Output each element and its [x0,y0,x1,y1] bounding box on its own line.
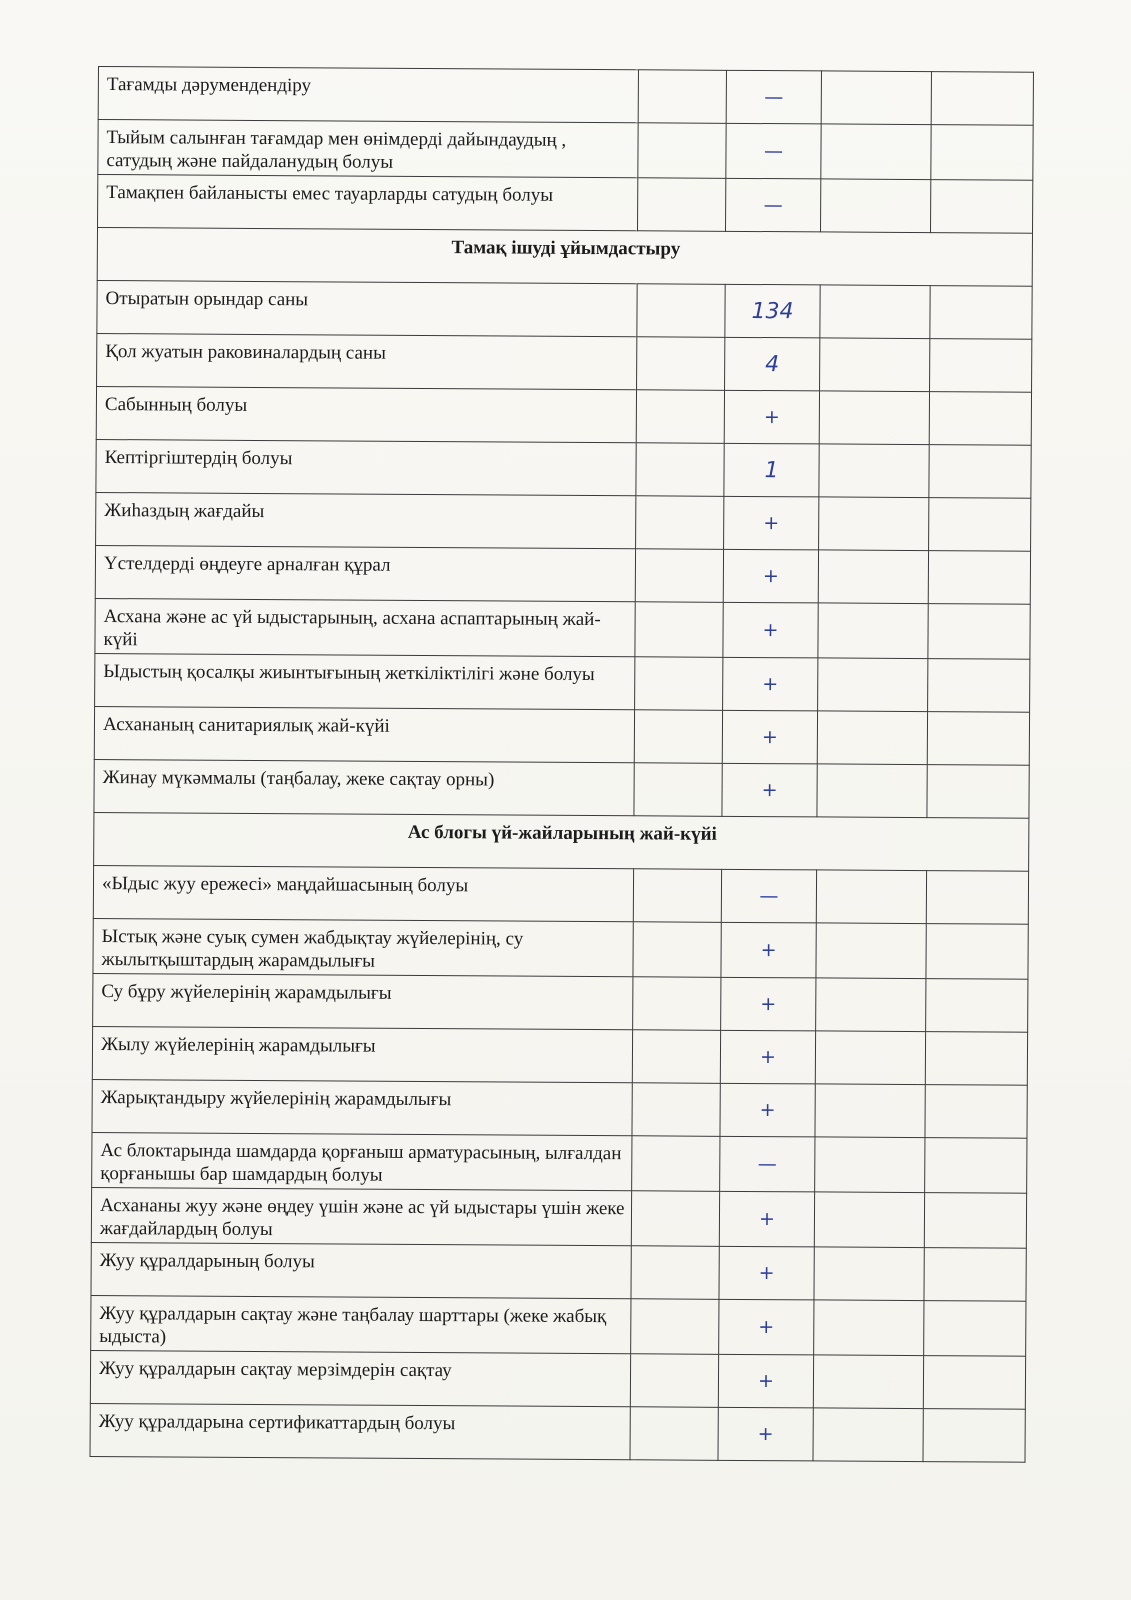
empty-cell [927,712,1029,766]
empty-cell [820,179,930,233]
empty-cell [632,1136,720,1192]
empty-cell [931,125,1033,181]
empty-cell [923,1356,1025,1410]
empty-cell [630,1407,718,1461]
handwritten-mark: + [724,390,819,444]
empty-cell [819,444,929,498]
empty-cell [634,763,722,817]
empty-cell [634,710,722,764]
empty-cell [817,764,927,818]
table-row [92,1132,1027,1193]
checklist-body [90,67,1033,1463]
table-row [93,973,1028,1032]
empty-cell [927,765,1029,819]
empty-cell [821,71,931,125]
criterion-label: Сабынның болуы [96,386,636,442]
empty-cell [638,178,726,232]
empty-cell [929,445,1031,499]
empty-cell [636,496,724,550]
criterion-label: Ас блоктарында шамдарда қорғаныш арматурасының, ылғалдан қорғанышы бар шамдардың болуы [92,1132,632,1190]
empty-cell [928,659,1030,713]
table-row [93,918,1028,979]
table-row [98,175,1033,234]
empty-cell [814,1247,924,1301]
empty-cell [631,1191,719,1247]
handwritten-mark: + [720,1030,815,1084]
empty-cell [816,870,926,924]
handwritten-mark: + [723,602,818,658]
empty-cell [814,1192,924,1248]
empty-cell [630,1354,718,1408]
empty-cell [818,550,928,604]
table-row [93,865,1028,924]
table-row [90,1403,1025,1462]
table-row [96,386,1031,445]
table-row [97,280,1032,339]
empty-cell [638,70,726,124]
empty-cell [633,869,721,923]
handwritten-mark: + [719,1191,814,1247]
criterion-label: Жуу құралдарының болуы [91,1242,631,1298]
section-header-row [94,812,1029,871]
table-row [91,1242,1026,1301]
criterion-label: Жуу құралдарына сертификаттардың болуы [90,1403,630,1459]
table-row [95,653,1030,712]
criterion-label: «Ыдыс жуу ережесі» маңдайшасының болуы [93,865,633,921]
handwritten-mark: — [726,178,821,232]
criterion-label: Жуу құралдарын сақтау және таңбалау шарттары (жеке жабық ыдыста) [91,1295,631,1353]
empty-cell [813,1355,923,1409]
handwritten-mark: 1 [724,443,819,497]
table-row [92,1026,1027,1085]
empty-cell [929,392,1031,446]
empty-cell [637,284,725,338]
empty-cell [924,1301,1026,1357]
criterion-label: Су бұру жүйелерінің жарамдылығы [93,973,633,1029]
handwritten-mark: + [723,549,818,603]
empty-cell [637,337,725,391]
table-row [98,120,1033,181]
empty-cell [818,658,928,712]
handwritten-mark: + [719,1246,814,1300]
handwritten-mark: + [724,496,819,550]
empty-cell [815,1084,925,1138]
empty-cell [930,286,1032,340]
section-title: Тамақ ішуді ұйымдастыру [97,228,1032,287]
handwritten-mark: + [719,1299,814,1355]
criterion-label: Тағамды дәрумендендіру [98,67,638,123]
table-row [95,598,1030,659]
criterion-label: Асхана және ас үй ыдыстарының, асхана аспаптарының жай-күйі [95,598,635,656]
criterion-label: Жылу жүйелерінің жарамдылығы [92,1026,632,1082]
empty-cell [631,1246,719,1300]
table-row [96,492,1031,551]
handwritten-mark: — [720,1136,815,1192]
handwritten-mark: — [721,869,816,923]
empty-cell [816,978,926,1032]
handwritten-mark: + [722,763,817,817]
empty-cell [631,1299,719,1355]
empty-cell [821,124,931,180]
empty-cell [930,180,1032,234]
empty-cell [819,391,929,445]
table-row [91,1295,1026,1356]
empty-cell [929,498,1031,552]
handwritten-mark: — [726,123,821,179]
criterion-label: Жарықтандыру жүйелерінің жарамдылығы [92,1079,632,1135]
empty-cell [931,72,1033,126]
criterion-label: Тамақпен байланысты емес тауарларды сатудың болуы [98,175,638,231]
section-title: Ас блогы үй-жайларының жай-күйі [94,812,1029,871]
empty-cell [817,711,927,765]
criterion-label: Жинау мүкәммалы (таңбалау, жеке сақтау орны) [94,759,634,815]
handwritten-mark: + [720,1083,815,1137]
checklist-table [90,66,1034,1463]
empty-cell [924,1248,1026,1302]
empty-cell [632,1030,720,1084]
criterion-label: Ыдыстың қосалқы жиынтығының жеткіліктілігі және болуы [95,653,635,709]
empty-cell [815,1031,925,1085]
empty-cell [926,924,1028,980]
empty-cell [814,1300,924,1356]
empty-cell [820,285,930,339]
handwritten-mark: + [718,1407,813,1461]
handwritten-mark: 134 [725,284,820,338]
empty-cell [819,497,929,551]
empty-cell [928,604,1030,660]
table-row [97,333,1032,392]
empty-cell [633,977,721,1031]
criterion-label: Жуу құралдарын сақтау мерзімдерін сақтау [90,1350,630,1406]
empty-cell [633,922,721,978]
table-row [90,1350,1025,1409]
handwritten-mark: — [726,70,821,124]
table-row [98,67,1033,126]
table-row [95,545,1030,604]
empty-cell [928,551,1030,605]
handwritten-mark: + [722,710,817,764]
empty-cell [635,602,723,658]
empty-cell [816,923,926,979]
criterion-label: Қол жуатын раковиналардың саны [97,333,637,389]
empty-cell [930,339,1032,393]
criterion-label: Ыстық және суық сумен жабдықтау жүйелерінің, су жылытқыштардың жарамдылығы [93,918,633,976]
empty-cell [815,1137,925,1193]
table-row [94,706,1029,765]
criterion-label: Кептіргіштердің болуы [96,439,636,495]
empty-cell [636,443,724,497]
empty-cell [635,657,723,711]
empty-cell [813,1408,923,1462]
table-row [94,759,1029,818]
empty-cell [820,338,930,392]
criterion-label: Асхананы жуу және өңдеу үшін және ас үй ыдыстары үшін жеке жағдайлардың болуы [91,1187,631,1245]
handwritten-mark: + [721,977,816,1031]
table-row [92,1079,1027,1138]
handwritten-mark: + [723,657,818,711]
empty-cell [925,1085,1027,1139]
handwritten-mark: + [718,1354,813,1408]
criterion-label: Асхананың санитариялық жай-күйі [94,706,634,762]
criterion-label: Жиһаздың жағдайы [96,492,636,548]
empty-cell [926,871,1028,925]
empty-cell [924,1193,1026,1249]
section-header-row [97,228,1032,287]
table-row [96,439,1031,498]
empty-cell [925,1138,1027,1194]
handwritten-mark: 4 [725,337,820,391]
empty-cell [636,390,724,444]
table-row [91,1187,1026,1248]
empty-cell [923,1409,1025,1463]
criterion-label: Үстелдерді өңдеуге арналған құрал [95,545,635,601]
criterion-label: Тыйым салынған тағамдар мен өнімдерді дайындаудың , сатудың және пайдаланудың болуы [98,120,638,178]
empty-cell [635,549,723,603]
handwritten-mark: + [721,922,816,978]
empty-cell [638,123,726,179]
empty-cell [632,1083,720,1137]
criterion-label: Отыратын орындар саны [97,280,637,336]
empty-cell [926,979,1028,1033]
empty-cell [818,603,928,659]
empty-cell [925,1032,1027,1086]
